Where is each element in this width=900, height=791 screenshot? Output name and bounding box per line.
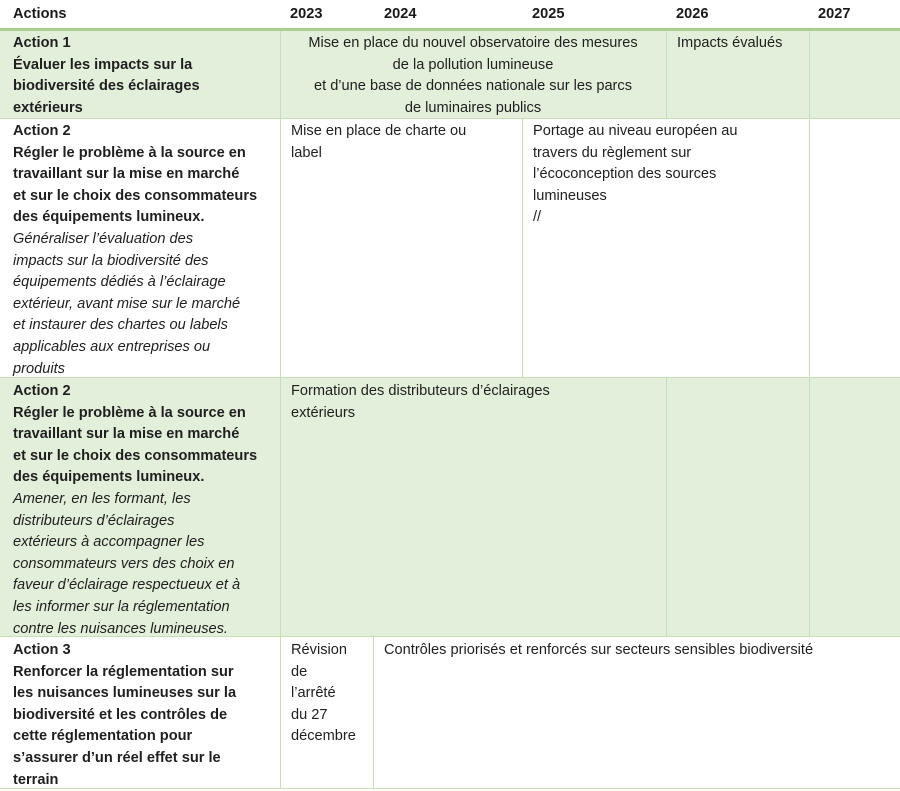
action-1-cell-2023-2025 <box>280 33 666 119</box>
action-summary-line: et sur le choix des consommateurs <box>13 187 258 204</box>
action-3-description <box>2 638 280 791</box>
action-title: Action 1 <box>13 35 71 51</box>
cell-line: // <box>533 209 542 226</box>
action-detail-line: faveur d’éclairage respectueux et à <box>13 577 241 594</box>
action-detail-line: Généraliser l’évaluation des <box>13 230 194 247</box>
cell-line: travers du règlement sur <box>533 144 692 161</box>
action-3-cell-2023 <box>280 638 373 748</box>
action-detail-line: extérieurs à accompagner les <box>13 534 205 551</box>
cell-line: du 27 <box>291 706 328 723</box>
action-summary-line: des équipements lumineux. <box>13 209 205 226</box>
action-detail-line: Amener, en les formant, les <box>13 490 191 507</box>
action-detail-line: contre les nuisances lumineuses. <box>13 620 228 637</box>
action-summary-line: cette réglementation pour <box>13 728 193 745</box>
cell-line: Contrôles priorisés et renforcés sur secteurs sensibles biodiversité <box>384 642 814 658</box>
cell-line: Mise en place du nouvel observatoire des mesures <box>308 35 638 51</box>
action-detail-line: applicables aux entreprises ou <box>13 338 211 355</box>
cell-line: Formation des distributeurs d’éclairages <box>291 383 550 399</box>
action-detail-line: impacts sur la biodiversité des <box>13 252 209 269</box>
header-year-2024: 2024 <box>384 6 417 22</box>
action-summary-line: Renforcer la réglementation sur <box>13 663 234 680</box>
cell-line: Révision <box>291 642 347 658</box>
cell-line: Portage au niveau européen au <box>533 123 738 139</box>
cell-line: l’arrêté <box>291 685 336 702</box>
action-2a-cell-2025-2026 <box>522 119 809 229</box>
cell-line: décembre <box>291 728 356 745</box>
header-year-2026: 2026 <box>676 6 709 22</box>
action-detail-line: les informer sur la réglementation <box>13 598 230 615</box>
action-detail-line: équipements dédiés à l’éclairage <box>13 274 226 291</box>
cell-line: Mise en place de charte ou <box>291 123 467 139</box>
action-1-cell-2026 <box>666 31 809 55</box>
action-2b-cell-2026 <box>666 378 809 636</box>
action-2a-cell-2027 <box>809 119 900 377</box>
cell-line: extérieurs <box>291 404 356 421</box>
action-2b-cell-2023-2025 <box>280 379 666 424</box>
cell-line: et d’une base de données nationale sur les parcs <box>313 78 633 95</box>
cell-line: lumineuses <box>533 187 607 204</box>
action-2a-cell-2023-2024 <box>280 119 522 164</box>
action-2b-description <box>2 379 280 640</box>
header-year-2027: 2027 <box>818 6 851 22</box>
action-3-cell-2024-2027 <box>373 638 900 662</box>
action-summary-line: les nuisances lumineuses sur la <box>13 685 237 702</box>
header-year-2023: 2023 <box>290 6 323 22</box>
action-detail-line: consommateurs vers des choix en <box>13 555 235 572</box>
action-summary-line: biodiversité et les contrôles de <box>13 706 228 723</box>
action-summary-line: travaillant sur la mise en marché <box>13 166 240 183</box>
action-title: Action 2 <box>13 383 71 399</box>
action-summary-line: terrain <box>13 771 59 788</box>
action-summary-line: travaillant sur la mise en marché <box>13 426 240 443</box>
action-detail-line: et instaurer des chartes ou labels <box>13 317 228 334</box>
action-summary-line: Évaluer les impacts sur la <box>13 56 193 73</box>
action-2b-cell-2027 <box>809 378 900 636</box>
header-actions: Actions <box>13 6 67 22</box>
cell-line: label <box>291 144 322 161</box>
action-summary-line: et sur le choix des consommateurs <box>13 447 258 464</box>
cell-line: de luminaires publics <box>404 99 542 116</box>
action-title: Action 2 <box>13 123 71 139</box>
action-summary-line: des équipements lumineux. <box>13 469 205 486</box>
action-title: Action 3 <box>13 642 71 658</box>
cell-line: de <box>291 663 308 680</box>
action-1-description <box>2 31 280 119</box>
cell-line: l’écoconception des sources <box>533 166 717 183</box>
action-summary-line: Régler le problème à la source en <box>13 404 246 421</box>
action-summary-line: biodiversité des éclairages <box>13 78 200 95</box>
action-detail-line: distributeurs d’éclairages <box>13 512 175 529</box>
action-detail-line: extérieur, avant mise sur le marché <box>13 295 241 312</box>
cell-line: de la pollution lumineuse <box>392 56 554 73</box>
action-summary-line: extérieurs <box>13 99 83 116</box>
action-summary-line: Régler le problème à la source en <box>13 144 246 161</box>
action-1-cell-2027 <box>809 31 900 118</box>
action-summary-line: s’assurer d’un réel effet sur le <box>13 749 221 766</box>
cell-line: Impacts évalués <box>677 35 783 51</box>
header-year-2025: 2025 <box>532 6 565 22</box>
action-detail-line: produits <box>13 360 65 377</box>
action-2a-description <box>2 119 280 380</box>
